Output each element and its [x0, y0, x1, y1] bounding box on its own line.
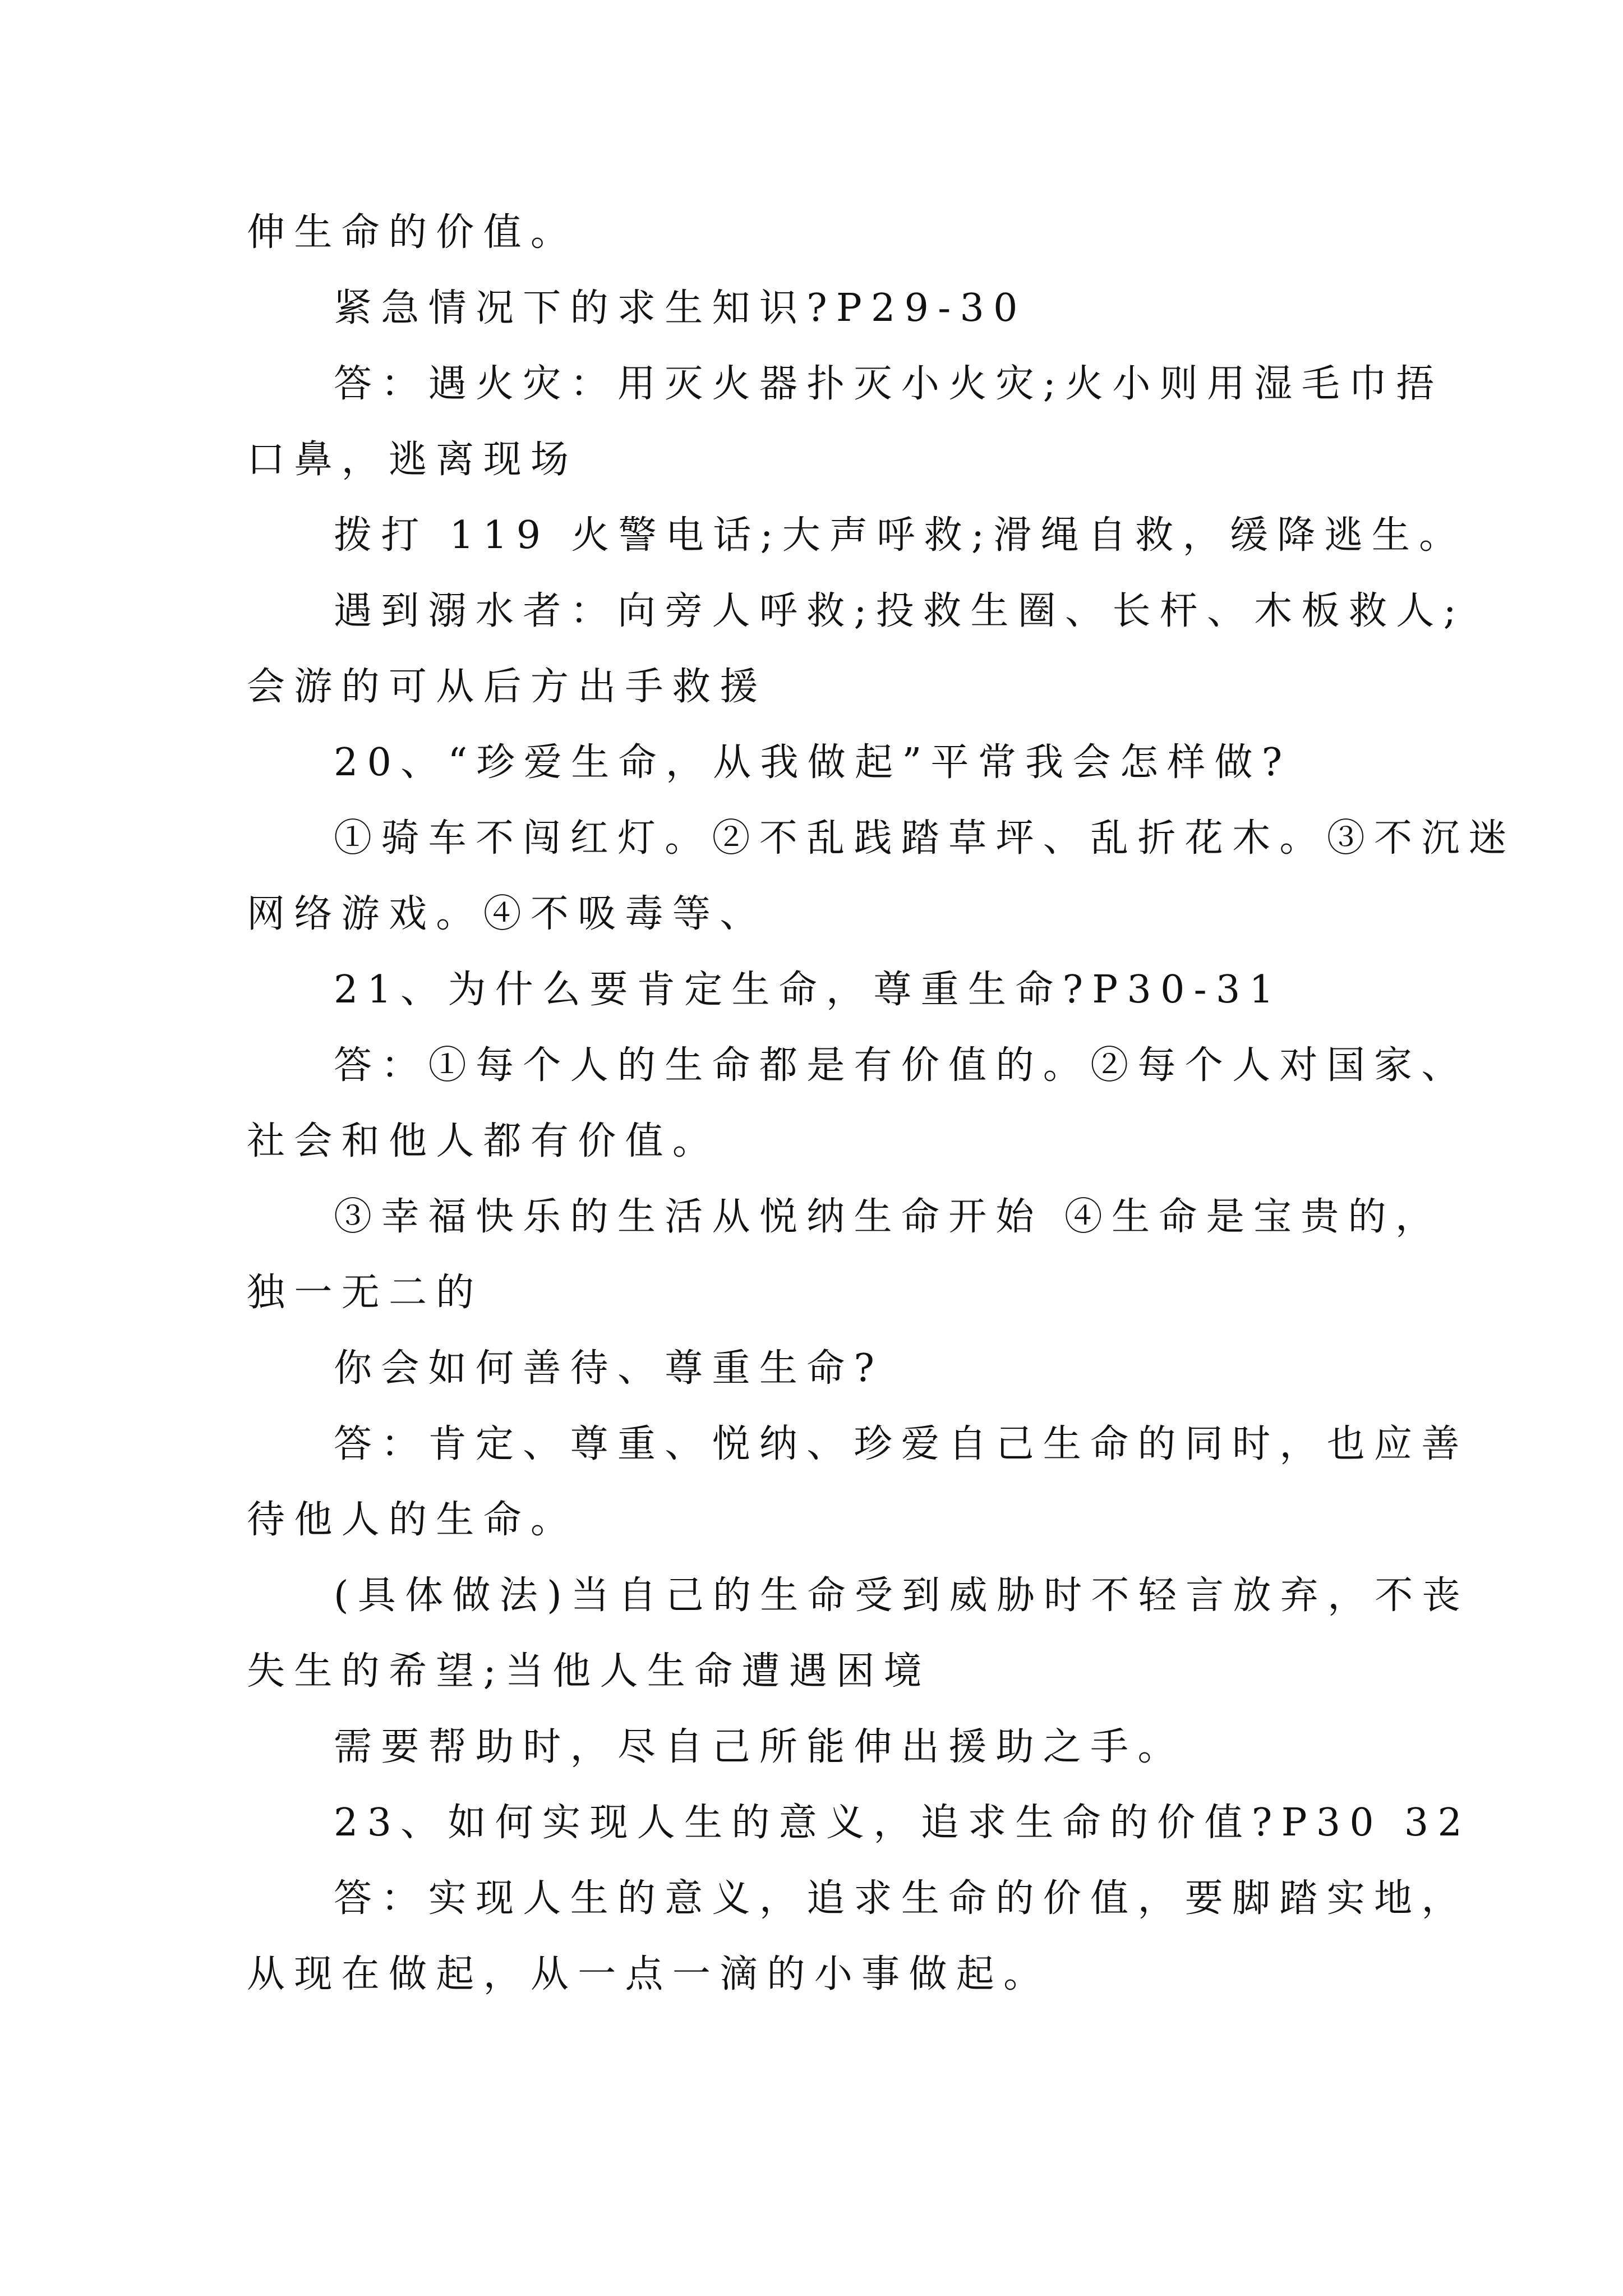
text-line: ③幸福快乐的生活从悦纳生命开始 ④生命是宝贵的， — [334, 1195, 1443, 1239]
text-line: 答：遇火灾：用灭火器扑灭小火灾;火小则用湿毛巾捂 — [334, 362, 1444, 406]
text-line: 21、为什么要肯定生命，尊重生命?P30-31 — [334, 968, 1283, 1012]
text-line: 23、如何实现人生的意义，追求生命的价值?P30 32 — [334, 1801, 1472, 1845]
text-line: 答：肯定、尊重、悦纳、珍爱自己生命的同时，也应善 — [334, 1422, 1469, 1466]
text-line: 伸生命的价值。 — [247, 210, 578, 255]
text-line: 紧急情况下的求生知识?P29-30 — [334, 286, 1027, 330]
text-line: 遇到溺水者：向旁人呼救;投救生圈、长杆、木板救人; — [334, 589, 1465, 633]
text-line: 网络游戏。④不吸毒等、 — [247, 892, 767, 936]
text-line: 失生的希望;当他人生命遭遇困境 — [247, 1649, 931, 1694]
text-line: ①骑车不闯红灯。②不乱践踏草坪、乱折花木。③不沉迷 — [334, 816, 1516, 861]
text-line: 会游的可从后方出手救援 — [247, 665, 767, 709]
text-line: 从现在做起，从一点一滴的小事做起。 — [247, 1952, 1051, 1996]
text-line: 你会如何善待、尊重生命? — [334, 1346, 884, 1391]
text-line: 待他人的生命。 — [247, 1498, 578, 1542]
text-line: (具体做法)当自己的生命受到威胁时不轻言放弃，不丧 — [334, 1573, 1470, 1618]
text-line: 需要帮助时，尽自己所能伸出援助之手。 — [334, 1725, 1185, 1769]
text-line: 独一无二的 — [247, 1271, 483, 1315]
text-line: 答：实现人生的意义，追求生命的价值，要脚踏实地， — [334, 1876, 1469, 1921]
text-line: 口鼻，逃离现场 — [247, 438, 578, 482]
text-line: 拨打 119 火警电话;大声呼救;滑绳自救，缓降逃生。 — [334, 513, 1467, 558]
text-line: 20、“珍爱生命，从我做起”平常我会怎样做? — [334, 740, 1292, 785]
text-line: 答：①每个人的生命都是有价值的。②每个人对国家、 — [334, 1043, 1469, 1088]
text-line: 社会和他人都有价值。 — [247, 1119, 720, 1163]
